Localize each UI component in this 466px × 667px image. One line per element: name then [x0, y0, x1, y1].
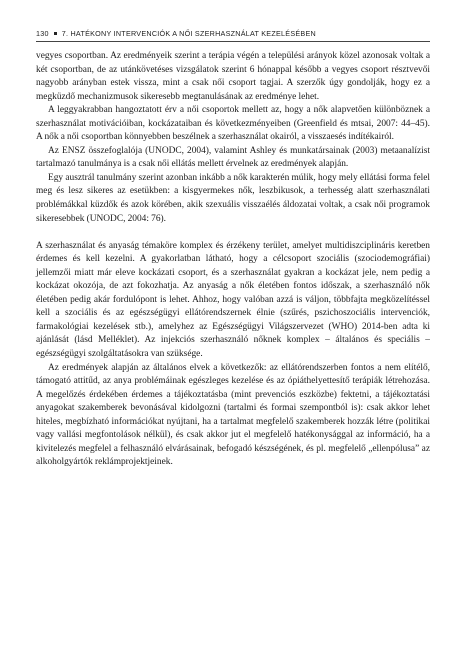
chapter-title: 7. HATÉKONY INTERVENCIÓK A NŐI SZERHASZNÁLAT KEZELÉSÉBEN: [61, 29, 316, 38]
paragraph: vegyes csoportban. Az eredményeik szerint a terápia végén a települési arányok közel azonosak voltak a két csoportban, de az utánkövetéses vizsgálatok szerint 6 hónappal később a vegyes csoport résztvevői nagyobb arányban estek vissza, mint a csak női csoport tagjai. A szerzők úgy gondolják, hogy ez a megküzdő mechanizmusok sikeresebb megtanulásának az eredménye lehet.: [36, 51, 430, 102]
paragraph: Az eredmények alapján az általános elvek a következők: az ellátórendszerben fontos a nem elítélő, támogató attitűd, az anya problémáinak egészleges kezelése és az ópiáthelyettesítő terápiák létrehozása. A megelőzés érdekében érdemes a tájékoztatásba (mint prevenciós eszközbe) fektetni, a tájékoztatási anyagokat szakemberek bevonásával kidolgozni (tartalmi és formai szempontból is): csak akkor lehet hiteles, megbízható információkat nyújtani, ha a tartalmat megfelelő szakemberek hozzák létre (politikai vagy vallási megfontolások nélkül), és csak akkor jut el megfelelő hatékonysággal az információ, ha a kivitelezés megfelel a felhasználó elvárásainak, befogadó készségének, és pl. megfelelő „ellenpólusa” az alkoholgyártók reklámprojektjeinek.: [36, 362, 430, 468]
paragraph: A szerhasználat és anyaság témaköre komplex és érzékeny terület, amelyet multidiszciplináris keretben érdemes és kell kezelni. A gyakorlatban látható, hogy a célcsoport szociális (szociodemográfiai) jellemzői miatt már eleve kockázati csoport, és a szerhasználat gyakran a kockázat jele, nem pedig a kockázat okozója, de azt fokozhatja. Az anyaság a nők életében fontos időszak, a szerhasználó nők életében pedig akár fordulópont is lehet. Ahhoz, hogy valóban azzá is váljon, többfajta megközelítéssel kell a szociális és az egészségügyi ellátórendszernek élnie (szűrés, pszichoszociális intervenciók, farmakológiai kezelések stb.), amelyhez az Egészségügyi Világszervezet (WHO) 2014-ben adta ki ajánlását (lásd Melléklet). Az injekciós szerhasználó nőknek komplex – általános és speciális – egészségügyi szolgáltatásokra van szüksége.: [36, 240, 430, 359]
page-number: 130: [36, 29, 49, 38]
paragraph: Az ENSZ összefoglalója (UNODC, 2004), valamint Ashley és munkatársainak (2003) metaanalízist tartalmazó tanulmánya is a csak női ellátás mellett érvelnek az eredmények alapján.: [36, 145, 430, 170]
running-header: [36, 29, 436, 38]
body-text: [36, 50, 430, 470]
header-rule: [36, 41, 430, 42]
paragraph: A leggyakrabban hangoztatott érv a női csoportok mellett az, hogy a nők alapvetően különböznek a szerhasználat motivációiban, kockázataiban és következményeiben (Greenfield és mtsai, 2007: 44–45). A nők a női csoportban könnyebben beszélnek a szerhasználat okairól, a visszaesés indítékairól.: [36, 105, 430, 143]
paragraph: Egy ausztrál tanulmány szerint azonban inkább a nők karakterén múlik, hogy mely ellátási forma felel meg és lesz sikeres az esetükben: a kisgyermekes nők, leszbikusok, a terhesség alatt szerhasználati problémákkal küzdők és azok körében, akik szexuális visszaélés áldozatai voltak, a csak női programok sikeresebbek (UNODC, 2004: 76).: [36, 172, 430, 224]
header-separator-bullet: [54, 32, 57, 35]
